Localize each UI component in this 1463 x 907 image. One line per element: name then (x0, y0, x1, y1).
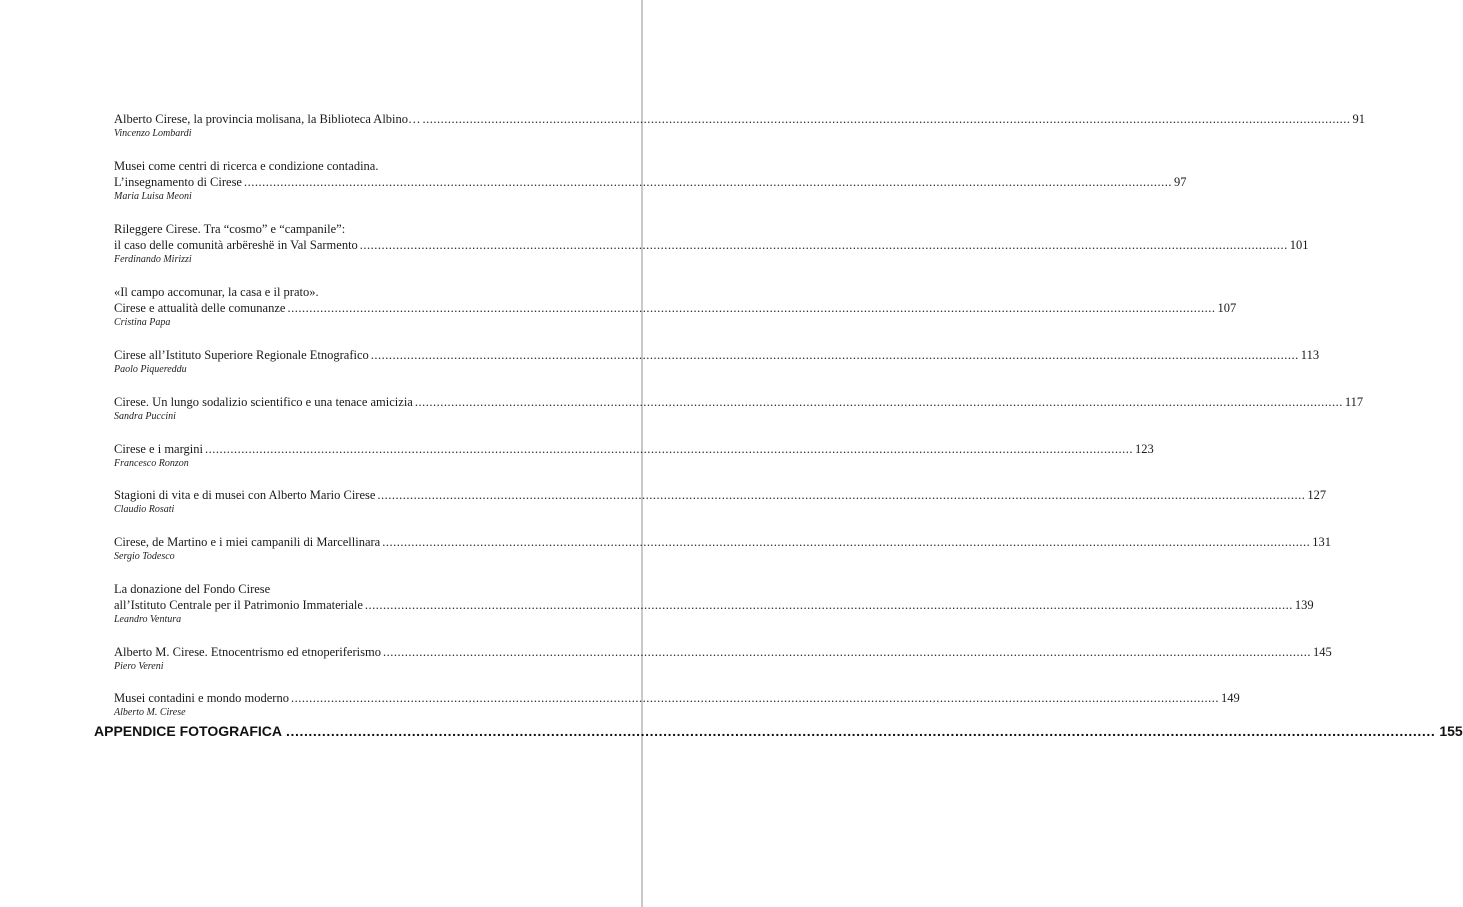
entry-title: Cirese e i margini (114, 442, 203, 456)
entry-title-line (114, 394, 1364, 410)
dot-leader (365, 597, 1293, 613)
toc-entry[interactable] (114, 534, 1331, 563)
entry-title-line (114, 581, 525, 597)
toc-entry[interactable] (114, 394, 1364, 423)
entry-page-number: 97 (1174, 175, 1187, 189)
dot-leader (382, 534, 1310, 550)
entry-author: Alberto M. Cirese (114, 707, 186, 718)
entry-title: Rileggere Cirese. Tra “cosmo” e “campanile”: (114, 222, 346, 236)
entry-title: Musei come centri di ricerca e condizione contadina. (114, 159, 379, 173)
entry-title-line (114, 487, 1327, 503)
entry-title: Cirese all’Istituto Superiore Regionale Etnografico (114, 348, 369, 362)
appendix-page-number: 155 (1439, 723, 1463, 739)
entry-author: Cristina Papa (114, 317, 171, 328)
entry-page-number: 123 (1134, 442, 1154, 456)
entry-title: all’Istituto Centrale per il Patrimonio Immateriale (114, 598, 363, 612)
entry-title: «Il campo accomunar, la casa e il prato». (114, 285, 319, 299)
toc-entry[interactable] (114, 111, 1366, 140)
entry-title-line (114, 644, 1332, 660)
entry-title-line (114, 347, 1320, 363)
toc-entry[interactable] (114, 644, 1332, 673)
toc-entry[interactable] (114, 221, 1309, 266)
entry-title-line (114, 300, 1237, 316)
entry-author: Ferdinando Mirizzi (114, 254, 192, 265)
toc-entry[interactable] (114, 284, 1237, 329)
appendix-title: APPENDICE FOTOGRAFICA (94, 723, 282, 739)
entry-author: Sergio Todesco (114, 551, 175, 562)
dot-leader (360, 237, 1288, 253)
entry-page-number: 113 (1300, 348, 1320, 362)
entry-title: La donazione del Fondo Cirese (114, 582, 271, 596)
dot-leader (423, 111, 1351, 127)
entry-author: Claudio Rosati (114, 504, 175, 515)
entry-title: Cirese. Un lungo sodalizio scientifico e una tenace amicizia (114, 395, 413, 409)
toc-entry[interactable] (114, 690, 1240, 719)
toc-entry[interactable] (114, 487, 1327, 516)
entry-title-line (114, 221, 525, 237)
table-of-contents (114, 111, 1366, 719)
entry-author: Piero Vereni (114, 661, 164, 672)
toc-entry[interactable] (114, 581, 1314, 626)
entry-page-number: 131 (1312, 535, 1331, 549)
entry-page-number: 101 (1289, 238, 1309, 252)
dot-leader (287, 300, 1215, 316)
entry-author: Leandro Ventura (114, 614, 182, 625)
entry-title: L’insegnamento di Cirese (114, 175, 242, 189)
entry-page-number: 139 (1294, 598, 1314, 612)
toc-entry[interactable] (114, 158, 1187, 203)
dot-leader (291, 690, 1219, 706)
entry-title-line (114, 441, 1154, 457)
entry-title: Cirese, de Martino e i miei campanili di Marcellinara (114, 535, 381, 549)
entry-author: Francesco Ronzon (114, 458, 189, 469)
entry-title-line (114, 111, 1366, 127)
toc-entry-appendix[interactable] (94, 722, 1463, 740)
dot-leader (244, 174, 1172, 190)
entry-author: Vincenzo Lombardi (114, 128, 192, 139)
entry-author: Paolo Piquereddu (114, 364, 187, 375)
entry-title: Alberto Cirese, la provincia molisana, la Biblioteca Albino… (114, 112, 421, 126)
toc-entry[interactable] (114, 347, 1320, 376)
dot-leader (377, 487, 1305, 503)
dot-leader (205, 441, 1133, 457)
entry-author: Sandra Puccini (114, 411, 176, 422)
entry-page-number: 149 (1220, 691, 1240, 705)
entry-title-line (114, 174, 1187, 190)
entry-title: Cirese e attualità delle comunanze (114, 301, 286, 315)
entry-title: Musei contadini e mondo moderno (114, 691, 289, 705)
dot-leader (415, 394, 1343, 410)
entry-title-line (114, 534, 1331, 550)
entry-title-line (114, 597, 1314, 613)
entry-author: Maria Luisa Meoni (114, 191, 192, 202)
entry-title-line (114, 690, 1240, 706)
entry-title-line (114, 284, 525, 300)
entry-title: Alberto M. Cirese. Etnocentrismo ed etnoperiferismo (114, 645, 381, 659)
entry-page-number: 117 (1344, 395, 1364, 409)
entry-page-number: 91 (1352, 112, 1366, 126)
entry-page-number: 107 (1217, 301, 1237, 315)
entry-title-line (114, 158, 525, 174)
dot-leader (383, 644, 1311, 660)
dot-leader (371, 347, 1299, 363)
entry-page-number: 145 (1312, 645, 1332, 659)
entry-title: il caso delle comunità arbëreshë in Val Sarmento (114, 238, 358, 252)
entry-title-line (114, 237, 1309, 253)
entry-title: Stagioni di vita e di musei con Alberto Mario Cirese (114, 488, 376, 502)
toc-entry[interactable] (114, 441, 1154, 470)
entry-page-number: 127 (1307, 488, 1327, 502)
dot-leader (286, 722, 1435, 740)
